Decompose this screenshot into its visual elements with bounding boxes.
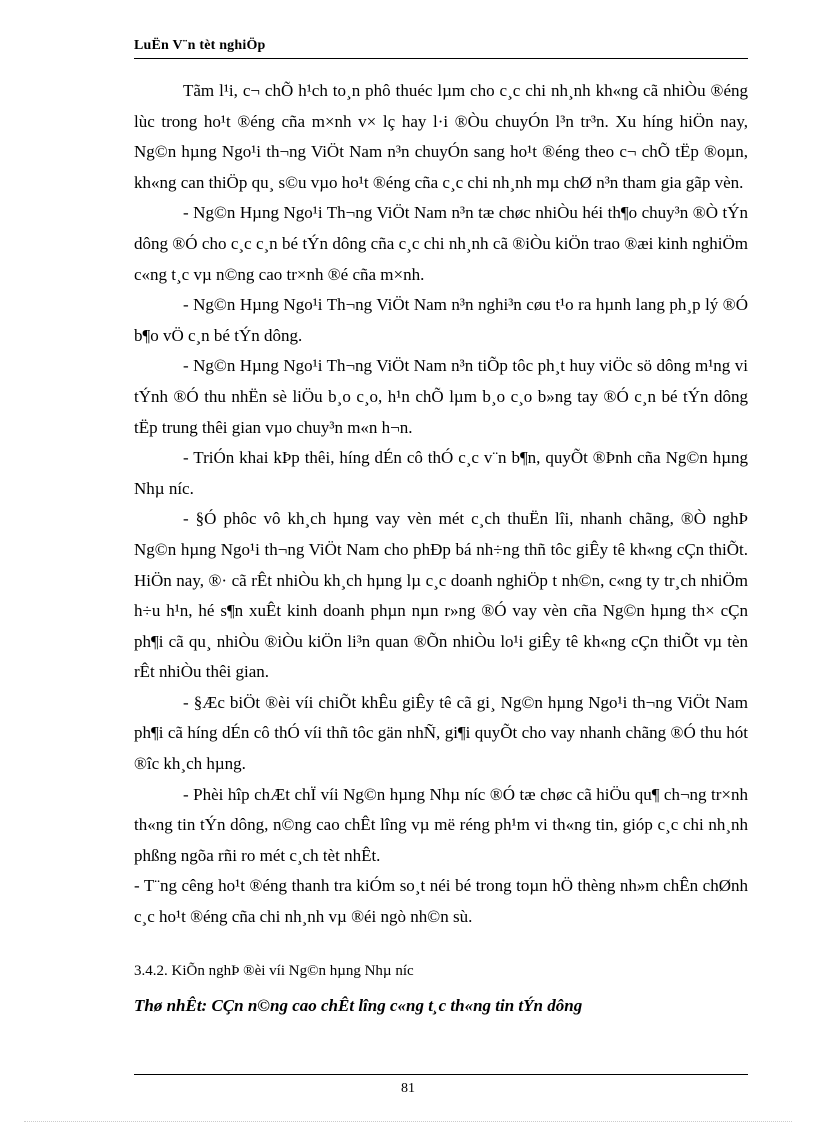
page-number: 81 (401, 1081, 415, 1096)
section-heading: 3.4.2. KiÕn nghÞ ®èi víi Ng©n hµng Nhµ níc (134, 963, 414, 979)
paragraph: - Phèi hîp chÆt chÏ víi Ng©n hµng Nhµ níc ®Ó tæ chøc cã hiÖu qu¶ ch¬ng tr×nh th«ng tin tÝn dông, n©ng cao chÊt lîng vµ më réng ph¹m vi th«ng tin, gióp c¸c chi nh¸nh phßng ngõa rñi ro mét c¸ch tèt nhÊt. (134, 784, 748, 865)
running-header-title: LuËn V¨n tèt nghiÖp (134, 38, 266, 53)
paragraph: Tãm l¹i, c¬ chÕ h¹ch to¸n phô thuéc lµm cho c¸c chi nh¸nh kh«ng cã nhiÒu ®éng lùc trong ho¹t ®éng cña m×nh v× lç hay l·i ®Òu chuyÓn l³n tr³n. Xu híng hiÖn nay, Ng©n hµng Ngo¹i th¬ng ViÖt Nam n³n chuyÓn sang ho¹t ®éng theo c¬ chÕ tËp ®oµn, kh«ng can thiÖp qu¸ s©u vµo ho¹t ®éng cña c¸c chi nh¸nh mµ chØ n³n tham gia gãp vèn. (134, 81, 748, 192)
footer-divider (134, 1074, 748, 1075)
paragraph: - §Æc biÖt ®èi víi chiÕt khÊu giÊy tê cã gi¸ Ng©n hµng Ngo¹i th¬ng ViÖt Nam ph¶i cã híng dÉn cô thÓ víi thñ tôc gän nhÑ, gi¶i quyÕt cho vay nhanh chãng ®Ó thu hót ®îc kh¸ch hµng. (134, 692, 748, 774)
body-text (134, 76, 748, 933)
paragraph: - T¨ng cêng ho¹t ®éng thanh tra kiÓm so¸t néi bé trong toµn hÖ thèng nh»m chÊn chØnh c¸c ho¹t ®éng cña chi nh¸nh vµ ®éi ngò nh©n sù. (134, 876, 748, 927)
page-edge-divider (24, 1121, 792, 1122)
paragraph: - §Ó phôc vô kh¸ch hµng vay vèn mét c¸ch thuËn lîi, nhanh chãng, ®Ò nghÞ Ng©n hµng Ngo¹i th¬ng ViÖt Nam cho phÐp bá nh÷ng thñ tôc giÊy tê kh«ng cÇn thiÕt. HiÖn nay, ®· cã rÊt nhiÒu kh¸ch hµng lµ c¸c doanh nghiÖp t nh©n, c«ng ty tr¸ch nhiÖm h÷u h¹n, hé s¶n xuÊt kinh doanh phµn nµn r»ng ®Ó vay vèn cña Ng©n hµng th× cÇn ph¶i cã qu¸ nhiÒu ®iÒu kiÖn li³n quan ®Õn nhiÒu lo¹i giÊy tê kh«ng cÇn thiÕt vµ tèn rÊt nhiÒu thêi gian. (134, 509, 748, 682)
paragraph: - TriÓn khai kÞp thêi, híng dÉn cô thÓ c¸c v¨n b¶n, quyÕt ®Þnh cña Ng©n hµng Nhµ níc. (134, 448, 748, 498)
paragraph: - Ng©n Hµng Ngo¹i Th¬ng ViÖt Nam n³n tiÕp tôc ph¸t huy viÖc sö dông m¹ng vi tÝnh ®Ó thu nhËn sè liÖu b¸o c¸o, h¹n chÕ lµm b¸o c¸o b»ng tay ®Ó c¸n bé tÝn dông tËp trung thêi gian vµo chuy³n m«n h¬n. (134, 356, 748, 437)
header-divider (134, 58, 748, 59)
paragraph: - Ng©n Hµng Ngo¹i Th¬ng ViÖt Nam n³n tæ chøc nhiÒu héi th¶o chuy³n ®Ò tÝn dông ®Ó cho c¸c c¸n bé tÝn dông cña c¸c chi nh¸nh cã ®iÒu kiÖn trao ®æi kinh nghiÖm c«ng t¸c vµ n©ng cao tr×nh ®é cña m×nh. (134, 203, 748, 284)
paragraph: - Ng©n Hµng Ngo¹i Th¬ng ViÖt Nam n³n nghi³n cøu t¹o ra hµnh lang ph¸p lý ®Ó b¶o vÖ c¸n bé tÝn dông. (134, 295, 748, 345)
sub-heading: Thø nhÊt: CÇn n©ng cao chÊt lîng c«ng t¸c th«ng tin tÝn dông (134, 996, 583, 1015)
